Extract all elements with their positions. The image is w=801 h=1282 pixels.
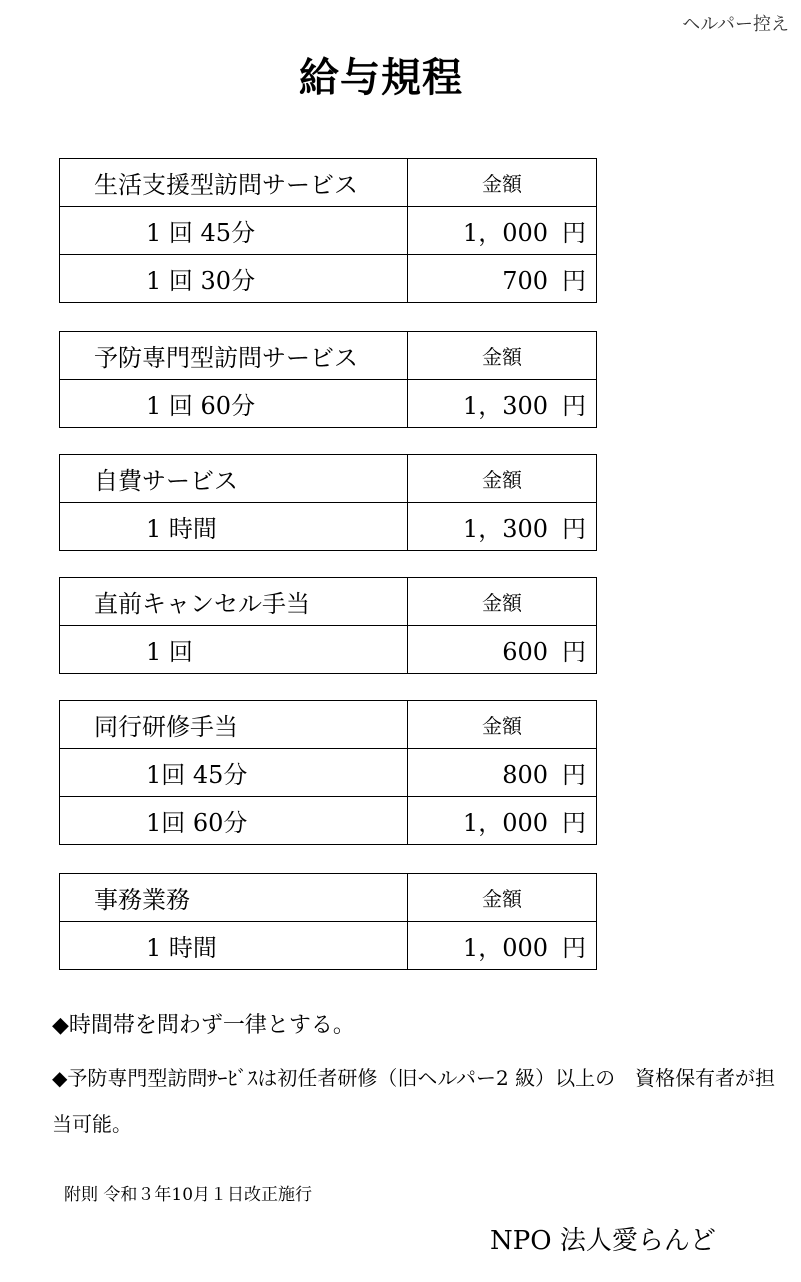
item-label: 1 回 60分 <box>60 380 408 428</box>
item-label: 1 回 30分 <box>60 255 408 303</box>
fee-table-self-pay <box>59 454 597 551</box>
fee-table-preventive-visit <box>59 331 597 428</box>
yen-unit: 円 <box>562 761 586 789</box>
amount-header: 金額 <box>408 578 597 626</box>
table-row <box>60 922 597 970</box>
price-cell <box>408 749 597 797</box>
price-value: 1，000 <box>462 934 548 962</box>
table-row <box>60 255 597 303</box>
yen-unit: 円 <box>562 515 586 543</box>
table-row <box>60 207 597 255</box>
price-value: 1，300 <box>462 392 548 420</box>
fee-table-clerical-work <box>59 873 597 970</box>
yen-unit: 円 <box>562 809 586 837</box>
item-label: 1 時間 <box>60 503 408 551</box>
price-value: 800 <box>502 761 548 789</box>
table-category: 自費サービス <box>60 455 408 503</box>
price-cell <box>408 626 597 674</box>
price-cell <box>408 255 597 303</box>
yen-unit: 円 <box>562 934 586 962</box>
price-cell <box>408 380 597 428</box>
table-row <box>60 749 597 797</box>
effective-date: 附則 令和３年10月１日改正施行 <box>64 1185 313 1205</box>
amount-header: 金額 <box>408 455 597 503</box>
amount-header: 金額 <box>408 159 597 207</box>
table-row <box>60 626 597 674</box>
price-value: 600 <box>502 638 548 666</box>
yen-unit: 円 <box>562 267 586 295</box>
price-value: 1，300 <box>462 515 548 543</box>
table-header-row <box>60 578 597 626</box>
item-label: 1回 60分 <box>60 797 408 845</box>
fee-table-accompanied-training <box>59 700 597 845</box>
table-header-row <box>60 455 597 503</box>
fee-table-late-cancellation <box>59 577 597 674</box>
copy-label: ヘルパー控え <box>682 14 789 35</box>
price-cell <box>408 207 597 255</box>
table-header-row <box>60 874 597 922</box>
table-category: 同行研修手当 <box>60 701 408 749</box>
document-title: 給与規程 <box>299 54 463 101</box>
table-row <box>60 797 597 845</box>
table-category: 生活支援型訪問サービス <box>60 159 408 207</box>
amount-header: 金額 <box>408 874 597 922</box>
item-label: 1 回 <box>60 626 408 674</box>
fee-table-lifestyle-support <box>59 158 597 303</box>
table-row <box>60 380 597 428</box>
price-value: 1，000 <box>462 809 548 837</box>
item-label: 1 時間 <box>60 922 408 970</box>
table-header-row <box>60 332 597 380</box>
table-category: 直前キャンセル手当 <box>60 578 408 626</box>
table-category: 予防専門型訪問サービス <box>60 332 408 380</box>
yen-unit: 円 <box>562 638 586 666</box>
amount-header: 金額 <box>408 332 597 380</box>
table-category: 事務業務 <box>60 874 408 922</box>
price-cell <box>408 503 597 551</box>
organization-name: NPO 法人愛らんど <box>490 1226 716 1256</box>
table-header-row <box>60 701 597 749</box>
amount-header: 金額 <box>408 701 597 749</box>
note-uniform-rate: ◆時間帯を問わず一律とする。 <box>52 1013 355 1038</box>
yen-unit: 円 <box>562 392 586 420</box>
price-cell <box>408 922 597 970</box>
item-label: 1回 45分 <box>60 749 408 797</box>
note-qualification: ◆予防専門型訪問ｻｰﾋﾞｽは初任者研修（旧ヘルパー2 級）以上の 資格保有者が担当可能。 <box>52 1066 776 1136</box>
table-row <box>60 503 597 551</box>
yen-unit: 円 <box>562 219 586 247</box>
price-value: 1，000 <box>462 219 548 247</box>
price-value: 700 <box>502 267 548 295</box>
table-header-row <box>60 159 597 207</box>
item-label: 1 回 45分 <box>60 207 408 255</box>
price-cell <box>408 797 597 845</box>
